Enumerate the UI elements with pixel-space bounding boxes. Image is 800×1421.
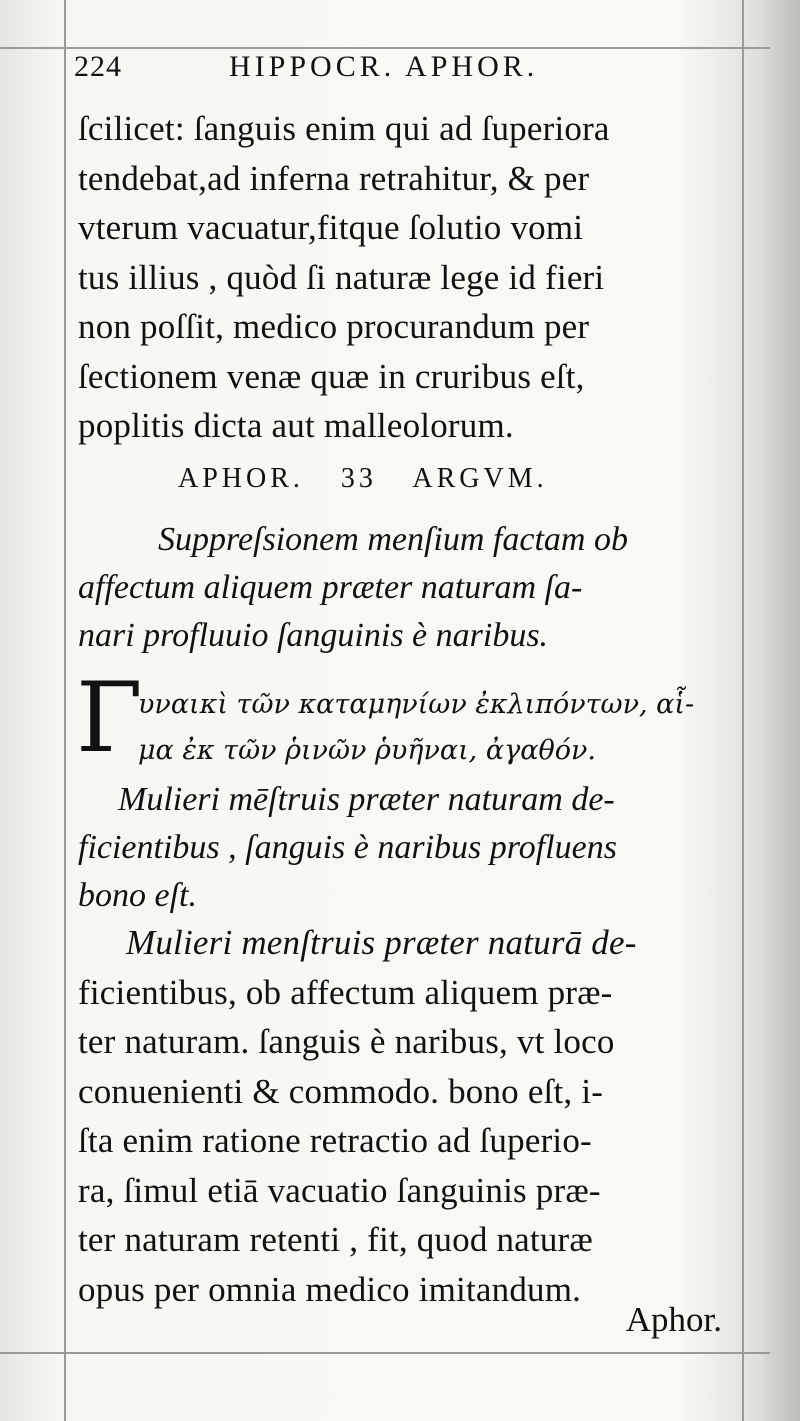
greek-aphorism — [76, 662, 736, 776]
text-line: tendebat,ad inferna retrahitur, & per — [78, 158, 590, 198]
right-margin-rule — [742, 0, 744, 1421]
text-line: ſta enim ratione retractio ad ſuperio- — [78, 1121, 592, 1160]
running-title: HIPPOCR. APHOR. — [229, 50, 539, 83]
text-line: tus illius , quòd ſi naturæ lege id fieri — [78, 257, 605, 297]
drop-capital: Γ — [76, 662, 143, 774]
greek-line: υναικὶ τῶν καταμηνίων ἐκλιπόντων, αἷ- — [138, 689, 695, 720]
text-line: vterum vacuatur,fitque ſolutio vomi — [78, 208, 584, 247]
text-line: Mulieri menſtruis præter naturā de- — [126, 923, 637, 962]
running-header — [74, 50, 734, 90]
aphorism-number: 33 — [340, 463, 377, 494]
text-line: nari profluuio ſanguinis è naribus. — [78, 617, 549, 654]
greek-line: μα ἐκ τῶν ῥινῶν ῥυῆναι, ἀγαθόν. — [138, 735, 596, 766]
left-margin-rule — [64, 0, 66, 1421]
section-heading — [178, 463, 658, 495]
text-line: opus per omnia medico imitandum. — [78, 1269, 582, 1309]
paragraph-continuation — [78, 104, 728, 451]
latin-translation — [78, 776, 728, 920]
text-line: conuenienti & commodo. bono eſt, i- — [78, 1071, 604, 1111]
text-line: ter naturam retenti , fit, quod naturæ — [78, 1220, 593, 1259]
top-rule — [0, 47, 770, 49]
text-line: poplitis dicta aut malleolorum. — [78, 406, 514, 445]
text-line: non poſſit, medico procurandum per — [78, 307, 590, 346]
catchword: Aphor. — [625, 1300, 722, 1339]
text-line: ficientibus , ſanguis è naribus profluens — [78, 829, 617, 866]
text-line: ficientibus, ob affectum aliquem præ- — [78, 972, 613, 1012]
page-number: 224 — [74, 50, 122, 83]
text-line: ſectionem venæ quæ in cruribus eſt, — [78, 356, 585, 396]
argument-paragraph — [78, 516, 728, 660]
bottom-rule — [0, 1352, 770, 1354]
page-edge-shadow — [764, 0, 800, 1421]
text-line: affectum aliquem præter naturam ſa- — [78, 569, 583, 606]
text-line: ter naturam. ſanguis è naribus, vt loco — [78, 1022, 615, 1061]
text-line: Mulieri mēſtruis præter naturam de- — [118, 781, 615, 818]
text-line: Suppreſsionem menſium factam ob — [158, 521, 628, 558]
commentary-paragraph — [78, 918, 728, 1314]
aphorism-label: APHOR. — [178, 463, 304, 494]
argument-label: ARGVM. — [412, 463, 548, 494]
text-line: ſcilicet: ſanguis enim qui ad ſuperiora — [78, 109, 610, 148]
text-line: bono eſt. — [78, 877, 197, 914]
text-line: ra, ſimul etiā vacuatio ſanguinis præ- — [78, 1170, 601, 1210]
